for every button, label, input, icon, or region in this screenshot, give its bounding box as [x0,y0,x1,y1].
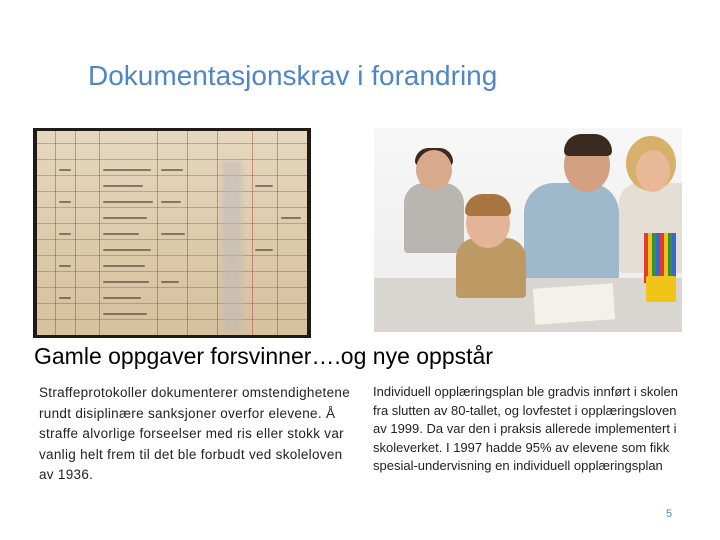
slide-subtitle: Gamle oppgaver forsvinner….og nye oppstår [34,343,493,369]
right-body-text: Individuell opplæringsplan ble gradvis innført i skolen fra slutten av 80-tallet, og lovfestet i opplæringsloven av 1999. Da var den i praksis allerede implementert i skoleverket. I 1997 hadde 95% av elevene som fikk spesial-undervisning en individuell opplæringsplan [373,384,678,474]
page-number: 5 [666,508,673,520]
left-body-text: Straffeprotokoller dokumenterer omstendighetene rundt disiplinære sanksjoner overfor elevene. Å straffe alvorlige forseelser med ris eller stokk var vanlig helt frem til det ble forbudt ved skoleloven av 1936. [39,385,351,482]
classroom-photo [374,128,682,332]
slide-title: Dokumentasjonskrav i forandring [88,60,498,91]
ledger-page [37,131,307,335]
punishment-ledger-photo [33,128,311,338]
